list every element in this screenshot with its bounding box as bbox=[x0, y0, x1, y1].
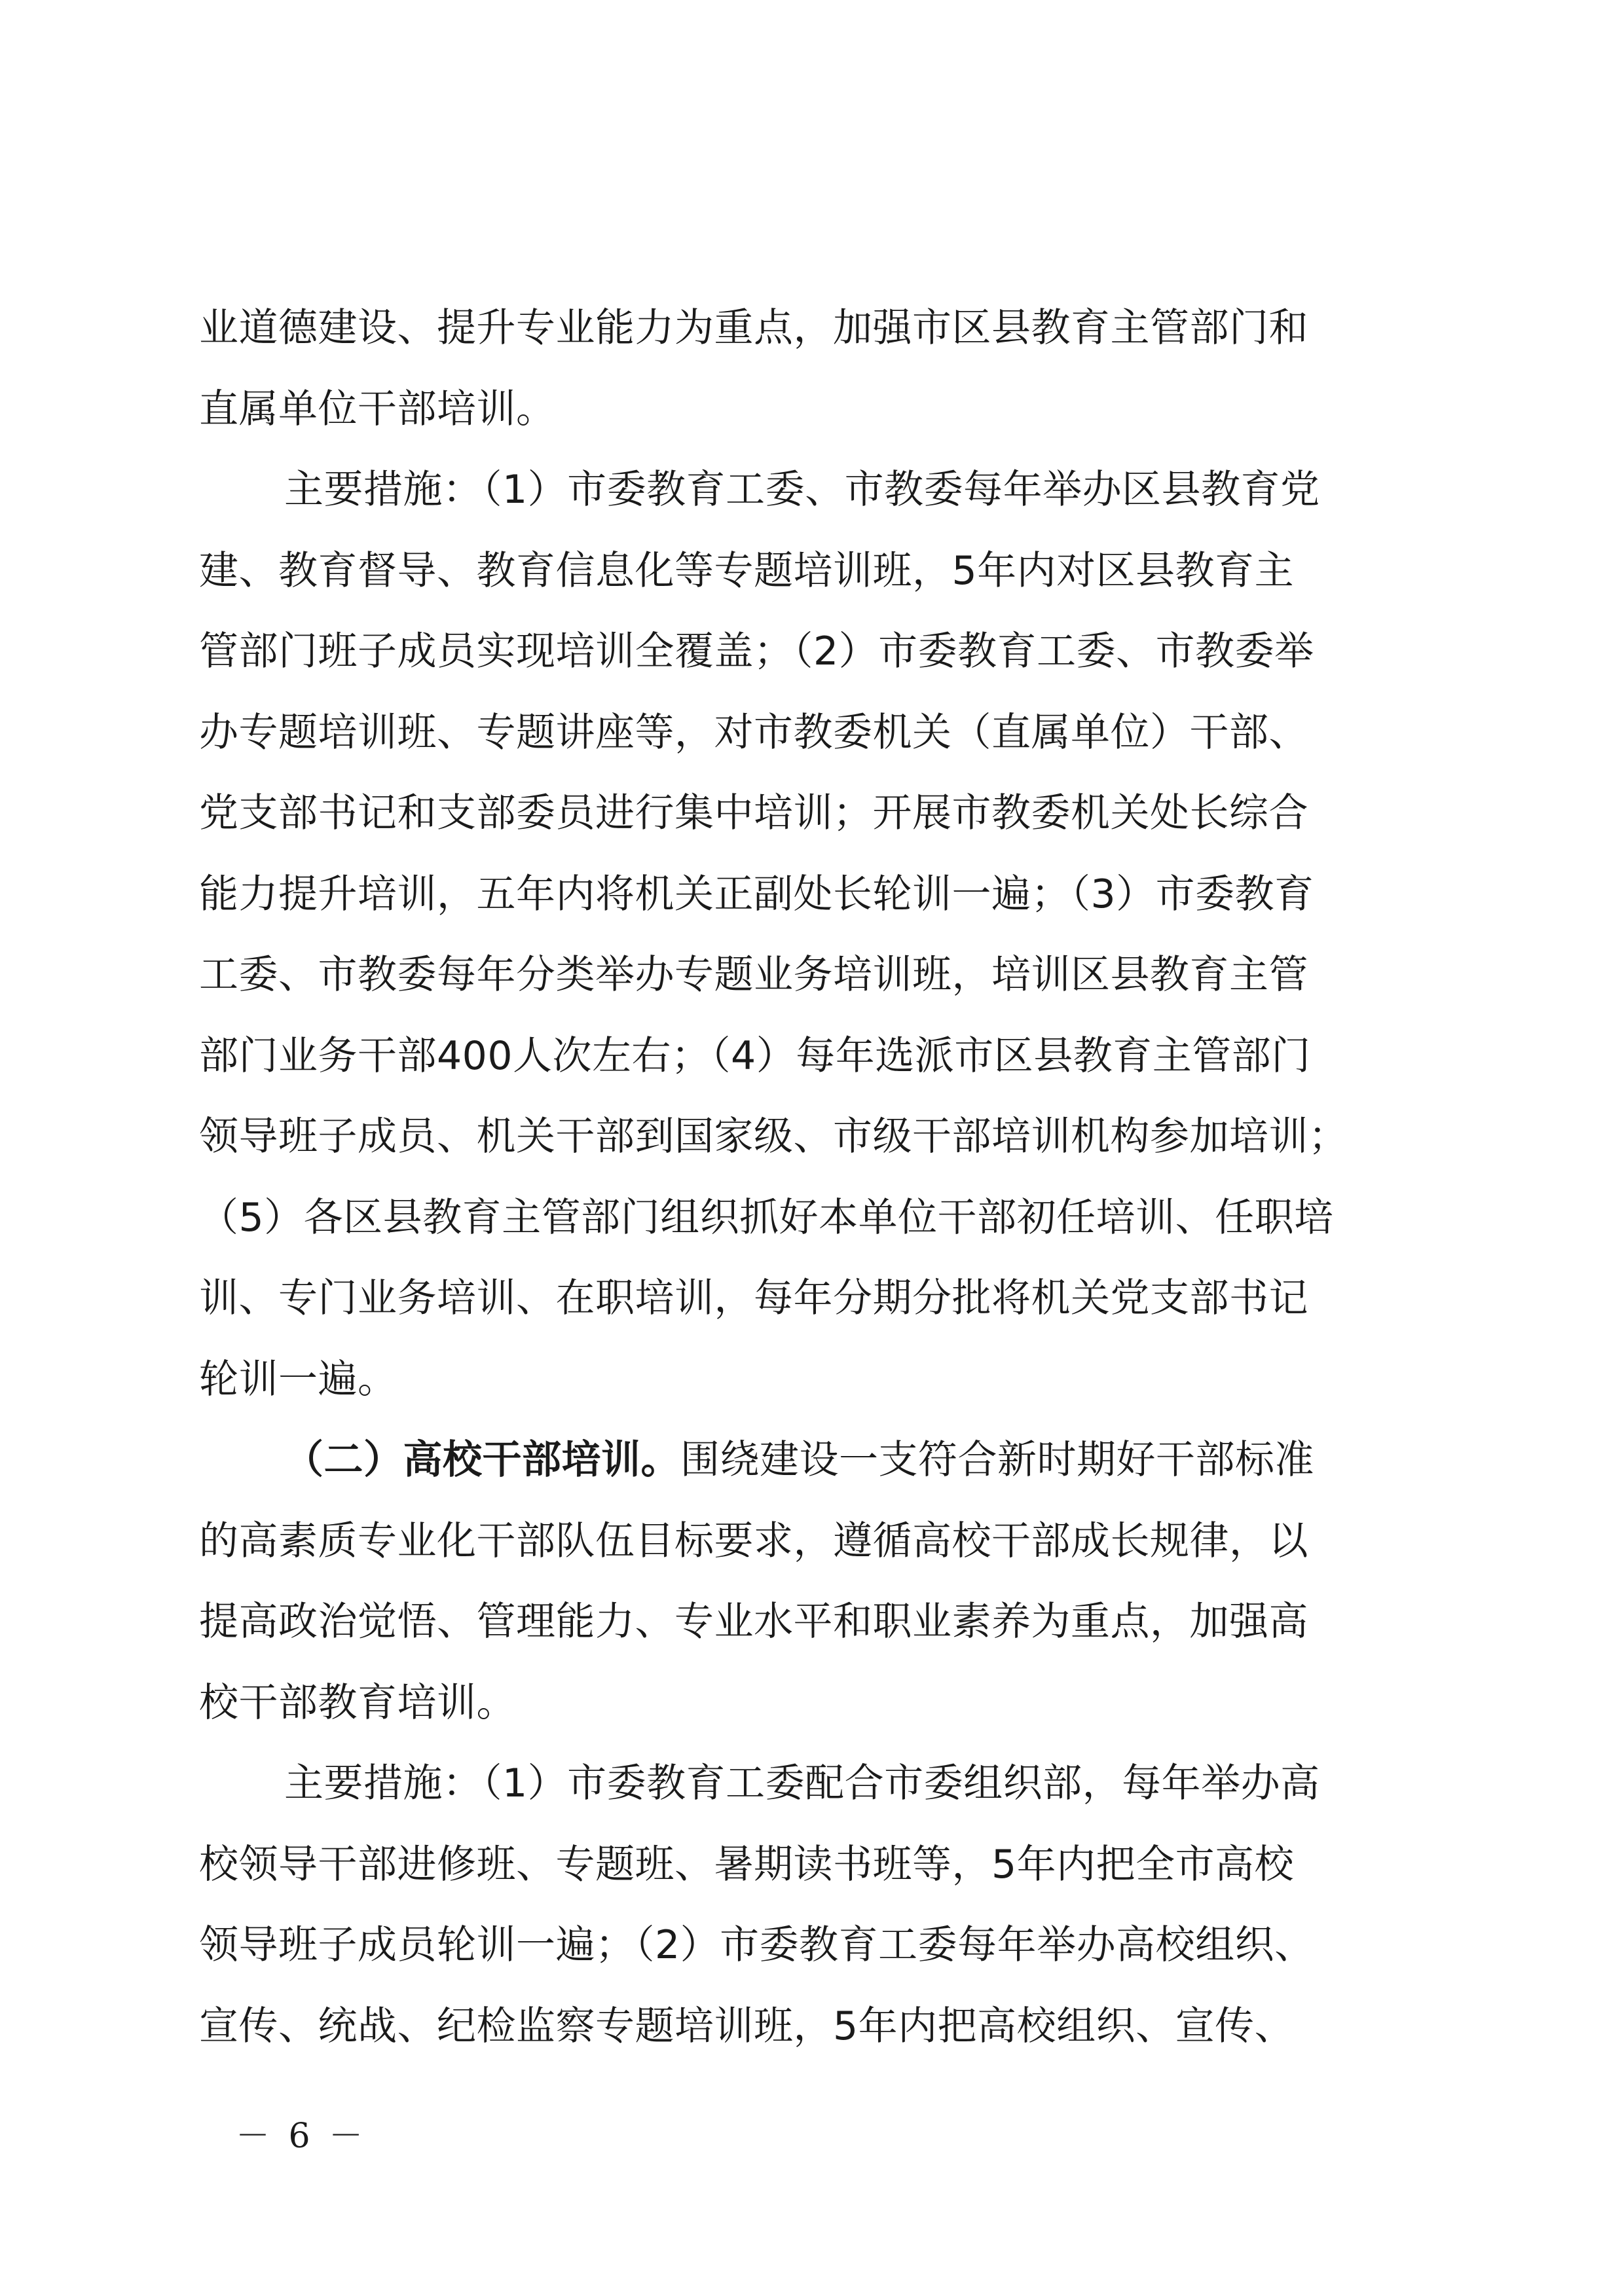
text-line: 办专题培训班、专题讲座等，对市教委机关（直属单位）干部、 bbox=[199, 709, 1308, 756]
page-number: － 6 － bbox=[236, 2117, 367, 2156]
section-heading: （二）高校干部培训。 bbox=[284, 1437, 680, 1483]
text-line: 提高政治觉悟、管理能力、专业水平和职业素养为重点，加强高 bbox=[199, 1599, 1308, 1645]
text-line: 工委、市教委每年分类举办专题业务培训班，培训区县教育主管 bbox=[199, 952, 1308, 998]
text-line: 建、教育督导、教育信息化等专题培训班，5年内对区县教育主 bbox=[199, 547, 1295, 594]
text-line: 校干部教育培训。 bbox=[199, 1679, 516, 1726]
section-heading-line bbox=[199, 1420, 1425, 1501]
text-line: 直属单位干部培训。 bbox=[199, 386, 556, 432]
text-line: 轮训一遍。 bbox=[199, 1356, 397, 1402]
text-line: 能力提升培训，五年内将机关正副处长轮训一遍；（3）市委教育 bbox=[199, 871, 1314, 917]
text-line: （5）各区县教育主管部门组织抓好本单位干部初任培训、任职培 bbox=[199, 1194, 1334, 1241]
section-heading-rest: 围绕建设一支符合新时期好干部标准 bbox=[680, 1437, 1314, 1483]
body-text bbox=[199, 288, 1425, 2067]
text-line: 部门业务干部400人次左右；（4）每年选派市区县教育主管部门 bbox=[199, 1032, 1311, 1079]
text-line: 业道德建设、提升专业能力为重点，加强市区县教育主管部门和 bbox=[199, 305, 1308, 351]
text-line: 校领导干部进修班、专题班、暑期读书班等，5年内把全市高校 bbox=[199, 1841, 1295, 1887]
text-line: 领导班子成员轮训一遍；（2）市委教育工委每年举办高校组织、 bbox=[199, 1922, 1314, 1968]
text-line: 主要措施：（1）市委教育工委、市教委每年举办区县教育党 bbox=[284, 467, 1320, 513]
text-line: 党支部书记和支部委员进行集中培训；开展市教委机关处长综合 bbox=[199, 790, 1308, 836]
text-line: 管部门班子成员实现培训全覆盖；（2）市委教育工委、市教委举 bbox=[199, 629, 1314, 674]
text-line: 领导班子成员、机关干部到国家级、市级干部培训机构参加培训； bbox=[199, 1114, 1348, 1159]
text-line: 的高素质专业化干部队伍目标要求，遵循高校干部成长规律，以 bbox=[199, 1518, 1308, 1564]
text-line: 训、专门业务培训、在职培训，每年分期分批将机关党支部书记 bbox=[199, 1275, 1308, 1321]
text-line: 主要措施：（1）市委教育工委配合市委组织部，每年举办高 bbox=[284, 1760, 1320, 1806]
text-line: 宣传、统战、纪检监察专题培训班，5年内把高校组织、宣传、 bbox=[199, 2003, 1295, 2049]
